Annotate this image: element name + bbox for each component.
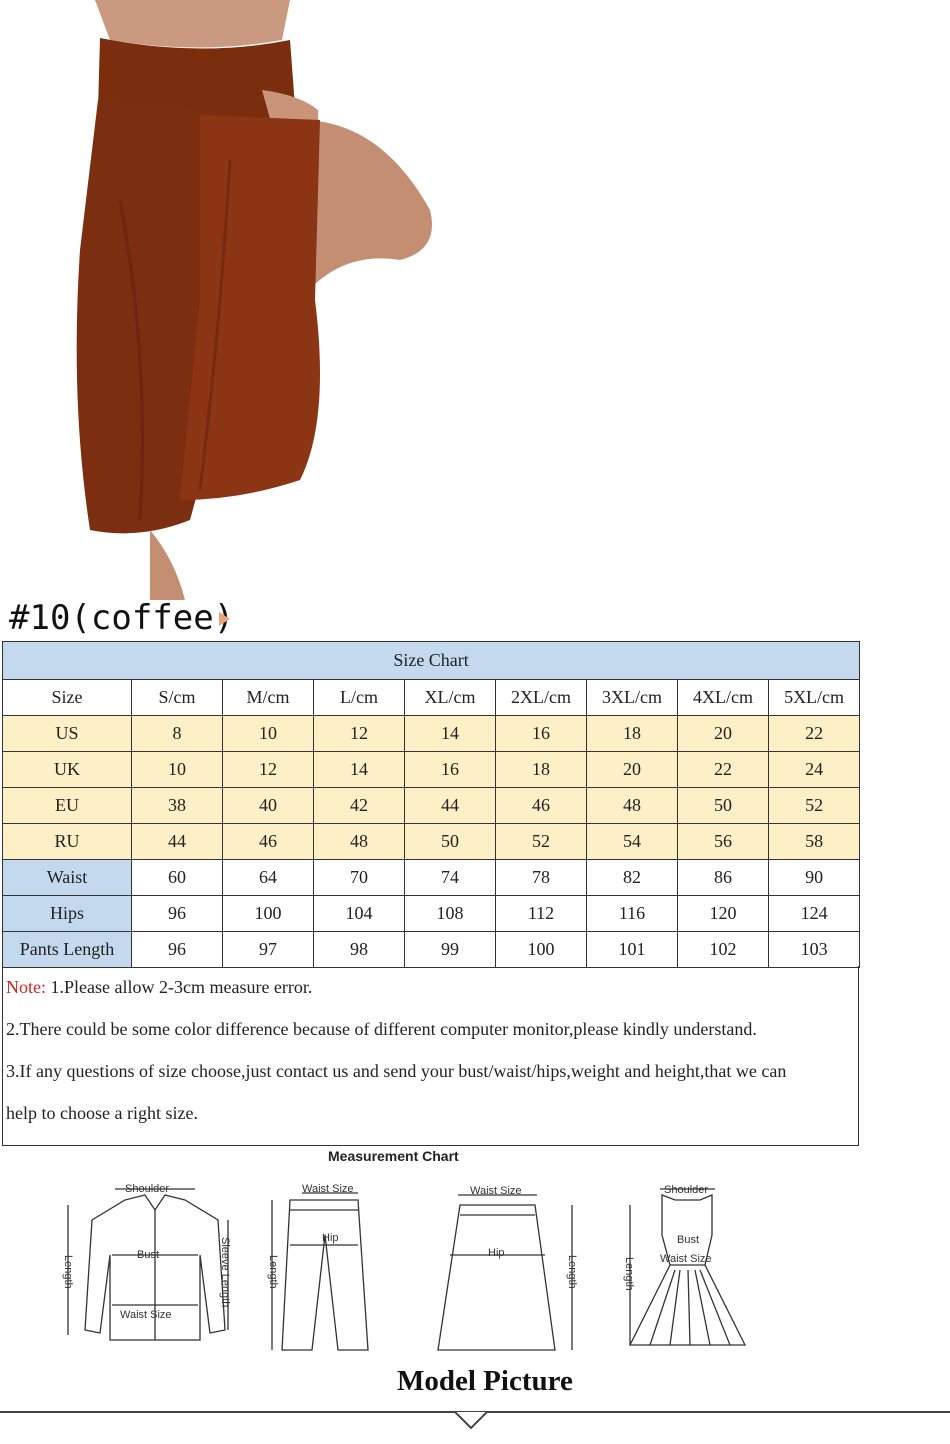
- table-cell: 60: [132, 860, 223, 896]
- size-header-cell: 5XL/cm: [769, 680, 860, 716]
- shirt-bust-label: Bust: [137, 1249, 160, 1261]
- row-label: Pants Length: [3, 932, 132, 968]
- shirt-waist-label: Waist Size: [120, 1309, 172, 1321]
- table-cell: 56: [678, 824, 769, 860]
- row-label: RU: [3, 824, 132, 860]
- table-cell: 16: [496, 716, 587, 752]
- skirt-hip-label: Hip: [488, 1247, 505, 1259]
- table-cell: 78: [496, 860, 587, 896]
- table-cell: 44: [405, 788, 496, 824]
- size-header-cell: 4XL/cm: [678, 680, 769, 716]
- size-chart-title: Size Chart: [3, 642, 860, 680]
- table-cell: 112: [496, 896, 587, 932]
- table-cell: 54: [587, 824, 678, 860]
- table-cell: 102: [678, 932, 769, 968]
- product-color-label: #10(coffee): [9, 598, 235, 638]
- table-cell: 12: [223, 752, 314, 788]
- pants-waist-label: Waist Size: [302, 1183, 354, 1195]
- measurement-chart-title: Measurement Chart: [328, 1148, 459, 1164]
- model-picture-title: Model Picture: [397, 1365, 573, 1397]
- table-cell: 18: [496, 752, 587, 788]
- table-cell: 20: [587, 752, 678, 788]
- table-cell: 22: [678, 752, 769, 788]
- note-prefix: Note:: [6, 977, 46, 997]
- table-cell: 46: [496, 788, 587, 824]
- table-cell: 82: [587, 860, 678, 896]
- skirt-diagram: [438, 1195, 572, 1350]
- table-cell: 52: [769, 788, 860, 824]
- table-cell: 50: [678, 788, 769, 824]
- table-cell: 124: [769, 896, 860, 932]
- table-cell: 90: [769, 860, 860, 896]
- table-row: [3, 716, 860, 752]
- table-row: [3, 860, 860, 896]
- size-header-cell: 2XL/cm: [496, 680, 587, 716]
- table-cell: 18: [587, 716, 678, 752]
- skirt-length-label: Length: [566, 1255, 578, 1289]
- shirt-length-label: Length: [62, 1255, 74, 1289]
- table-cell: 108: [405, 896, 496, 932]
- table-cell: 46: [223, 824, 314, 860]
- dress-bust-label: Bust: [677, 1234, 700, 1246]
- table-cell: 52: [496, 824, 587, 860]
- table-cell: 70: [314, 860, 405, 896]
- table-cell: 58: [769, 824, 860, 860]
- table-row: [3, 752, 860, 788]
- row-label: EU: [3, 788, 132, 824]
- table-cell: 96: [132, 896, 223, 932]
- pants-hip-label: Hip: [322, 1232, 339, 1244]
- table-row: [3, 932, 860, 968]
- table-cell: 44: [132, 824, 223, 860]
- row-label: Waist: [3, 860, 132, 896]
- row-label: UK: [3, 752, 132, 788]
- table-cell: 14: [405, 716, 496, 752]
- product-photo: [0, 0, 470, 600]
- size-header-cell: L/cm: [314, 680, 405, 716]
- table-cell: 120: [678, 896, 769, 932]
- size-notes: [2, 966, 859, 1146]
- shirt-sleeve-label: Sleeve Length: [219, 1237, 231, 1308]
- table-cell: 74: [405, 860, 496, 896]
- table-cell: 104: [314, 896, 405, 932]
- table-cell: 103: [769, 932, 860, 968]
- table-cell: 100: [496, 932, 587, 968]
- table-cell: 8: [132, 716, 223, 752]
- table-cell: 12: [314, 716, 405, 752]
- note-line-1: Note: 1.Please allow 2-3cm measure error.: [6, 977, 313, 997]
- table-cell: 64: [223, 860, 314, 896]
- size-header-cell: S/cm: [132, 680, 223, 716]
- table-row: [3, 896, 860, 932]
- row-label: Hips: [3, 896, 132, 932]
- table-cell: 96: [132, 932, 223, 968]
- table-cell: 48: [587, 788, 678, 824]
- table-row: [3, 788, 860, 824]
- size-chart-table: [2, 641, 860, 968]
- table-cell: 16: [405, 752, 496, 788]
- size-header-cell: 3XL/cm: [587, 680, 678, 716]
- tag-arrow-icon: [219, 612, 230, 626]
- table-cell: 38: [132, 788, 223, 824]
- measurement-chart-diagram: [40, 1165, 780, 1365]
- table-cell: 99: [405, 932, 496, 968]
- chevron-down-icon: [455, 1409, 487, 1431]
- pants-length-label: Length: [267, 1255, 279, 1289]
- pants-diagram: [272, 1193, 368, 1350]
- table-cell: 40: [223, 788, 314, 824]
- table-cell: 42: [314, 788, 405, 824]
- table-cell: 50: [405, 824, 496, 860]
- dress-waist-label: Waist Size: [660, 1253, 712, 1265]
- table-cell: 100: [223, 896, 314, 932]
- table-cell: 10: [223, 716, 314, 752]
- table-cell: 24: [769, 752, 860, 788]
- note-line-2: 2.There could be some color difference because of different computer monitor,please kindly understand.: [6, 1019, 757, 1039]
- note-line-4: help to choose a right size.: [6, 1103, 198, 1123]
- row-label: US: [3, 716, 132, 752]
- dress-diagram: [630, 1189, 745, 1345]
- size-header-label: Size: [3, 680, 132, 716]
- table-cell: 86: [678, 860, 769, 896]
- table-row: [3, 824, 860, 860]
- shirt-shoulder-label: Shoulder: [125, 1183, 170, 1195]
- table-cell: 97: [223, 932, 314, 968]
- dress-length-label: Length: [623, 1257, 635, 1291]
- table-cell: 98: [314, 932, 405, 968]
- table-cell: 20: [678, 716, 769, 752]
- table-cell: 101: [587, 932, 678, 968]
- size-header-cell: M/cm: [223, 680, 314, 716]
- table-cell: 10: [132, 752, 223, 788]
- table-cell: 14: [314, 752, 405, 788]
- table-cell: 48: [314, 824, 405, 860]
- dress-shoulder-label: Shoulder: [664, 1184, 709, 1196]
- table-cell: 116: [587, 896, 678, 932]
- table-cell: 22: [769, 716, 860, 752]
- note-line-3: 3.If any questions of size choose,just contact us and send your bust/waist/hips,weight and height,that we can: [6, 1061, 787, 1081]
- skirt-waist-label: Waist Size: [470, 1185, 522, 1197]
- size-header-cell: XL/cm: [405, 680, 496, 716]
